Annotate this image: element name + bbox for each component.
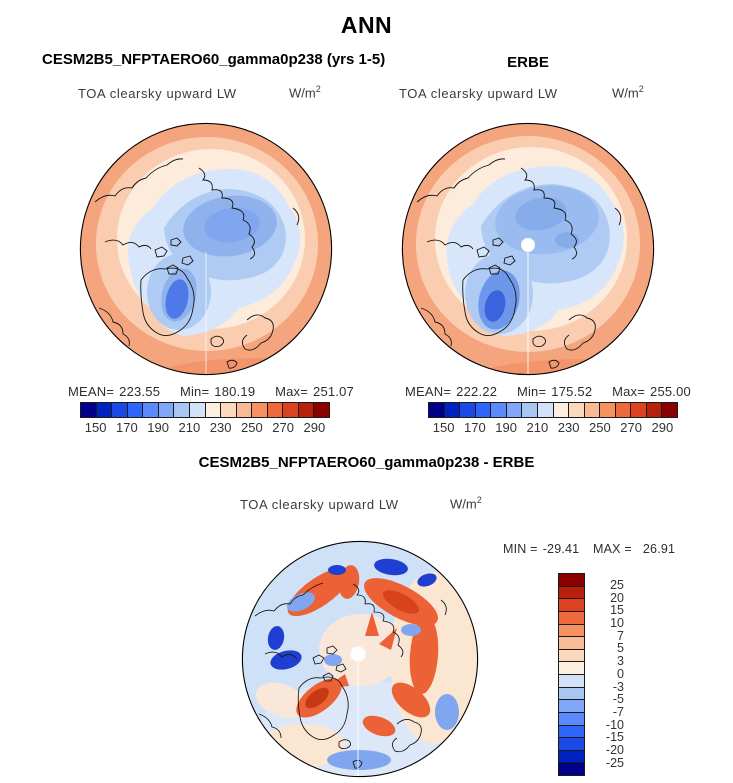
figure-title: ANN xyxy=(340,12,393,38)
colorbar-tick-label: 170 xyxy=(116,420,138,435)
diff-field-label: TOA clearsky upward LW xyxy=(240,497,399,512)
colorbar-tick-label: -7 xyxy=(612,704,624,719)
obs-field-label: TOA clearsky upward LW xyxy=(399,86,558,101)
colorbar-cell xyxy=(559,611,584,624)
pole-gap xyxy=(521,238,535,252)
model-colorbar-ticks xyxy=(80,420,330,435)
colorbar-tick-label: 170 xyxy=(464,420,486,435)
diff-colorbar xyxy=(558,573,585,776)
model-units-label: $W/m^2$ xyxy=(289,84,321,101)
colorbar-cell xyxy=(559,624,584,637)
min-value: 175.52 xyxy=(551,384,593,399)
colorbar-cell xyxy=(559,712,584,725)
colorbar-tick-label: -15 xyxy=(605,730,624,745)
colorbar-tick-label: -10 xyxy=(605,717,624,732)
colorbar-cell xyxy=(111,403,127,417)
colorbar-cell xyxy=(173,403,189,417)
pole-gap xyxy=(351,647,366,662)
colorbar-cell xyxy=(506,403,522,417)
colorbar-cell xyxy=(81,403,96,417)
colorbar-cell xyxy=(251,403,267,417)
colorbar-tick-label: 25 xyxy=(610,578,624,592)
colorbar-cell xyxy=(559,687,584,700)
obs-colorbar-ticks xyxy=(428,420,678,435)
colorbar-cell xyxy=(630,403,646,417)
diff-panel-title: CESM2B5_NFPTAERO60_gamma0p238 - ERBE xyxy=(198,454,535,471)
colorbar-cell xyxy=(459,403,475,417)
colorbar-tick-label: 270 xyxy=(620,420,642,435)
colorbar-cell xyxy=(142,403,158,417)
colorbar-cell xyxy=(220,403,236,417)
colorbar-tick-label: 290 xyxy=(303,420,326,435)
diff-stats xyxy=(503,542,675,556)
colorbar-tick-label: 270 xyxy=(272,420,294,435)
colorbar-cell xyxy=(615,403,631,417)
model-panel-title: CESM2B5_NFPTAERO60_gamma0p238 (yrs 1-5) xyxy=(42,51,386,68)
colorbar-cell xyxy=(444,403,460,417)
erbe-map xyxy=(401,122,655,376)
max-label: Max= xyxy=(612,384,646,399)
min-value: 180.19 xyxy=(214,384,256,399)
colorbar-cell xyxy=(559,762,584,775)
colorbar-cell xyxy=(661,403,677,417)
mean-label: MEAN= xyxy=(68,384,115,399)
min-label: Min= xyxy=(179,384,210,399)
mean-label: MEAN= xyxy=(405,384,452,399)
colorbar-cell xyxy=(559,574,584,586)
colorbar-tick-label: -25 xyxy=(605,755,624,770)
colorbar-tick-label: 230 xyxy=(209,420,232,435)
colorbar-tick-label: 290 xyxy=(651,420,674,435)
colorbar-cell xyxy=(205,403,221,417)
colorbar-cell xyxy=(521,403,537,417)
colorbar-cell xyxy=(559,674,584,687)
colorbar-cell xyxy=(559,737,584,750)
colorbar-tick-label: 10 xyxy=(610,616,624,631)
diff-colorbar-ticks xyxy=(590,579,624,769)
colorbar-cell xyxy=(559,661,584,674)
colorbar-cell xyxy=(537,403,553,417)
max-value: 251.07 xyxy=(313,384,354,399)
colorbar-cell xyxy=(559,598,584,611)
colorbar-cell xyxy=(559,636,584,649)
model-field-label: TOA clearsky upward LW xyxy=(78,86,237,101)
obs-colorbar xyxy=(428,402,678,418)
colorbar-tick-label: -3 xyxy=(612,679,624,694)
max-label: MAX = xyxy=(593,542,632,556)
colorbar-tick-label: 7 xyxy=(617,628,624,643)
colorbar-cell xyxy=(189,403,205,417)
colorbar-tick-label: 150 xyxy=(432,420,455,435)
colorbar-cell xyxy=(553,403,569,417)
colorbar-tick-label: 150 xyxy=(84,420,107,435)
colorbar-tick-label: -5 xyxy=(612,692,624,707)
colorbar-cell xyxy=(559,725,584,738)
diff-units-label: $W/m^2$ xyxy=(450,495,482,512)
colorbar-cell xyxy=(599,403,615,417)
colorbar-cell xyxy=(429,403,444,417)
obs-panel-title: ERBE xyxy=(507,54,549,71)
max-value: 255.00 xyxy=(650,384,691,399)
max-label: Max= xyxy=(275,384,309,399)
colorbar-tick-label: 210 xyxy=(178,420,201,435)
colorbar-cell xyxy=(559,649,584,662)
colorbar-tick-label: 15 xyxy=(610,603,624,618)
colorbar-cell xyxy=(475,403,491,417)
colorbar-cell xyxy=(559,699,584,712)
model-stats xyxy=(68,384,354,399)
colorbar-cell xyxy=(313,403,329,417)
colorbar-tick-label: 210 xyxy=(526,420,549,435)
colorbar-cell xyxy=(646,403,662,417)
colorbar-cell xyxy=(490,403,506,417)
min-label: MIN = xyxy=(503,542,538,556)
obs-units-label: $W/m^2$ xyxy=(612,84,644,101)
model-colorbar xyxy=(80,402,330,418)
obs-stats xyxy=(405,384,691,399)
colorbar-cell xyxy=(584,403,600,417)
mean-value: 223.55 xyxy=(119,384,161,399)
colorbar-tick-label: 230 xyxy=(557,420,580,435)
colorbar-tick-label: 250 xyxy=(241,420,263,435)
colorbar-cell xyxy=(282,403,298,417)
min-value: -29.41 xyxy=(542,542,580,556)
colorbar-cell xyxy=(96,403,112,417)
colorbar-cell xyxy=(559,750,584,763)
colorbar-cell xyxy=(236,403,252,417)
min-label: Min= xyxy=(516,384,547,399)
colorbar-tick-label: 3 xyxy=(617,654,624,669)
colorbar-cell xyxy=(267,403,283,417)
colorbar-tick-label: 0 xyxy=(617,666,624,681)
max-value: 26.91 xyxy=(642,542,676,556)
colorbar-tick-label: 5 xyxy=(617,641,624,656)
colorbar-tick-label: 20 xyxy=(610,590,624,605)
colorbar-tick-label: -20 xyxy=(605,742,624,757)
diff-map xyxy=(241,540,479,778)
colorbar-cell xyxy=(158,403,174,417)
colorbar-cell xyxy=(568,403,584,417)
colorbar-tick-label: 190 xyxy=(495,420,517,435)
colorbar-cell xyxy=(127,403,143,417)
colorbar-tick-label: 250 xyxy=(589,420,611,435)
colorbar-cell xyxy=(298,403,314,417)
model-map xyxy=(79,122,333,376)
mean-value: 222.22 xyxy=(456,384,498,399)
colorbar-cell xyxy=(559,586,584,599)
colorbar-tick-label: 190 xyxy=(147,420,169,435)
